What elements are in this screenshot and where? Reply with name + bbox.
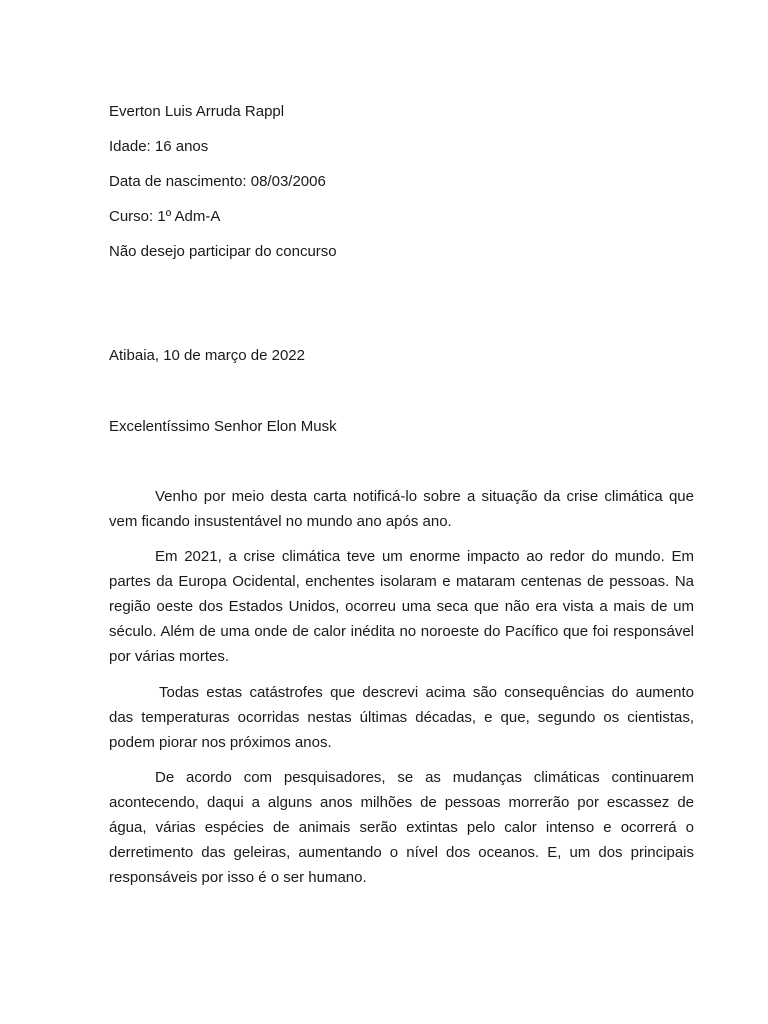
author-course: Curso: 1º Adm-A [109, 208, 221, 225]
letter-paragraph-1: Venho por meio desta carta notificá-lo sobre a situação da crise climática que vem ficando insustentável no mundo ano após ano. [109, 488, 694, 530]
letter-paragraph-3: Todas estas catástrofes que descrevi acima são consequências do aumento das temperaturas ocorridas nestas últimas décadas, e que, segundo os cientistas, podem piorar nos próximos anos. [109, 684, 694, 751]
place-and-date: Atibaia, 10 de março de 2022 [109, 347, 305, 364]
letter-paragraph-2: Em 2021, a crise climática teve um enorme impacto ao redor do mundo. Em partes da Europa Ocidental, enchentes isolaram e mataram centenas de pessoas. Na região oeste dos Estados Unidos, ocorreu uma seca que não era vista a mais de um século. Além de uma onde de calor inédita no noroeste do Pacífico que foi responsável por várias mortes. [109, 548, 694, 665]
salutation: Excelentíssimo Senhor Elon Musk [109, 418, 337, 435]
contest-statement: Não desejo participar do concurso [109, 243, 337, 260]
letter-paragraph-4: De acordo com pesquisadores, se as mudanças climáticas continuarem acontecendo, daqui a alguns anos milhões de pessoas morrerão por escassez de água, várias espécies de animais serão extintas pelo calor intenso e ocorrerá o derretimento das geleiras, aumentando o nível dos oceanos. E, um dos principais responsáveis por isso é o ser humano. [109, 769, 694, 886]
author-name: Everton Luis Arruda Rappl [109, 103, 285, 120]
author-birth-date: Data de nascimento: 08/03/2006 [109, 173, 326, 190]
author-age: Idade: 16 anos [109, 138, 209, 155]
